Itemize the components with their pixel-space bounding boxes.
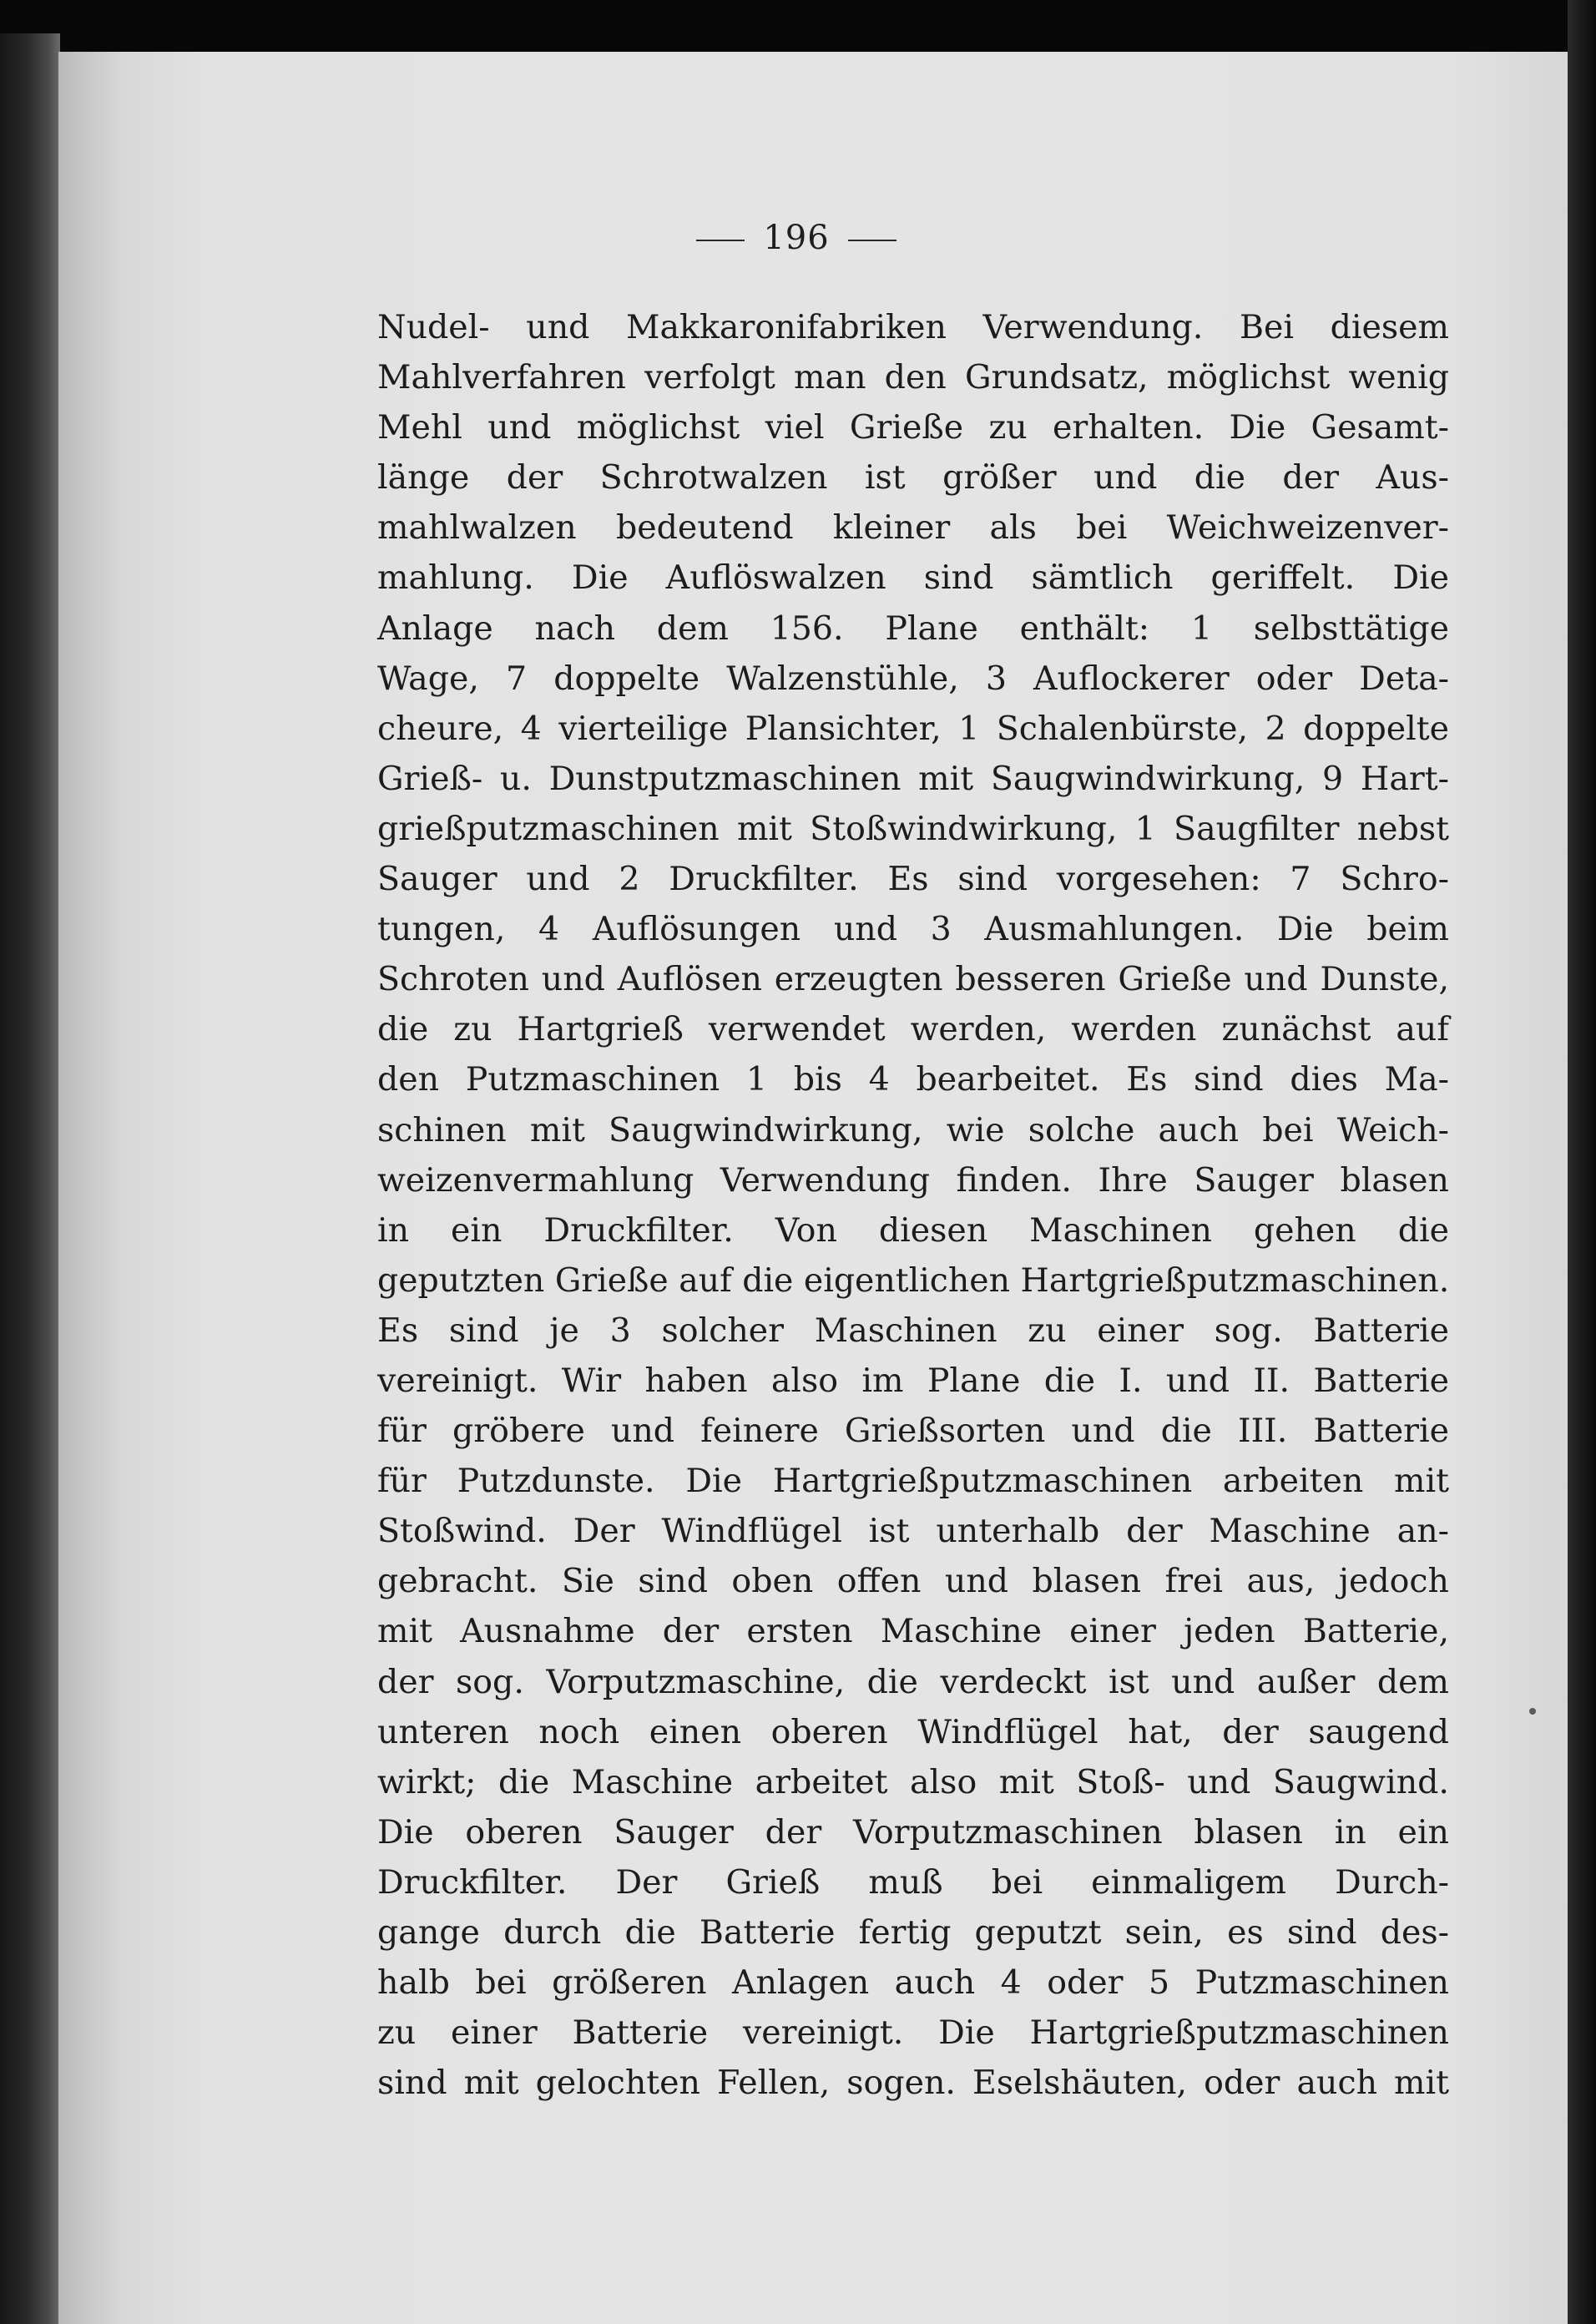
right-shadow-edge xyxy=(1568,0,1596,2324)
body-text xyxy=(377,302,1449,2108)
text-line: die zu Hartgrieß verwendet werden, werden zunächst auf xyxy=(377,1010,1449,1049)
text-line: für gröbere und feinere Grießsorten und die III. Batterie xyxy=(377,1412,1449,1451)
text-line: mit Ausnahme der ersten Maschine einer jeden Batterie, xyxy=(377,1612,1449,1651)
text-line: sind mit gelochten Fellen, sogen. Eselshäuten, oder auch mit xyxy=(377,2064,1449,2103)
text-line: mahlwalzen bedeutend kleiner als bei Weichweizenver- xyxy=(377,508,1449,548)
text-line: vereinigt. Wir haben also im Plane die I. und II. Batterie xyxy=(377,1361,1449,1400)
text-line: Mahlverfahren verfolgt man den Grundsatz, möglichst wenig xyxy=(377,358,1449,397)
text-line: Nudel- und Makkaronifabriken Verwendung. Bei diesem xyxy=(377,308,1449,346)
text-line: Wage, 7 doppelte Walzenstühle, 3 Auflockerer oder Deta- xyxy=(377,659,1449,698)
top-shadow-band xyxy=(0,0,1596,52)
text-line: grießputzmaschinen mit Stoßwindwirkung, 1 Saugfilter nebst xyxy=(377,809,1449,848)
text-line: Mehl und möglichst viel Grieße zu erhalten. Die Gesamt- xyxy=(377,408,1449,447)
text-line: cheure, 4 vierteilige Plansichter, 1 Schalenbürste, 2 doppelte xyxy=(377,709,1449,748)
text-line: wirkt; die Maschine arbeitet also mit Stoß- und Saugwind. xyxy=(377,1762,1449,1801)
text-line: schinen mit Saugwindwirkung, wie solche auch bei Weich- xyxy=(377,1110,1449,1149)
text-line: mahlung. Die Auflöswalzen sind sämtlich geriffelt. Die xyxy=(377,558,1449,598)
paper-speck xyxy=(1529,1708,1536,1715)
text-line: gange durch die Batterie fertig geputzt sein, es sind des- xyxy=(377,1913,1449,1952)
text-line: Anlage nach dem 156. Plane enthält: 1 selbsttätige xyxy=(377,609,1449,648)
text-line: für Putzdunste. Die Hartgrießputzmaschinen arbeiten mit xyxy=(377,1462,1449,1501)
text-line: Grieß- u. Dunstputzmaschinen mit Saugwindwirkung, 9 Hart- xyxy=(377,759,1449,798)
text-line: halb bei größeren Anlagen auch 4 oder 5 Putzmaschinen xyxy=(377,1963,1449,2003)
text-line: weizenvermahlung Verwendung finden. Ihre Sauger blasen xyxy=(377,1160,1449,1200)
text-line: Schroten und Auflösen erzeugten besseren Grieße und Dunste, xyxy=(377,960,1449,999)
header-dash-right xyxy=(848,240,896,241)
page-number: 196 xyxy=(763,219,830,257)
text-line: den Putzmaschinen 1 bis 4 bearbeitet. Es sind dies Ma- xyxy=(377,1060,1449,1099)
book-spine xyxy=(0,33,60,2324)
text-line: Die oberen Sauger der Vorputzmaschinen blasen in ein xyxy=(377,1812,1449,1852)
text-line: gebracht. Sie sind oben offen und blasen frei aus, jedoch xyxy=(377,1562,1449,1601)
text-line: zu einer Batterie vereinigt. Die Hartgrießputzmaschinen xyxy=(377,2013,1449,2053)
text-line: tungen, 4 Auflösungen und 3 Ausmahlungen. Die beim xyxy=(377,910,1449,949)
text-line: Es sind je 3 solcher Maschinen zu einer sog. Batterie xyxy=(377,1311,1449,1350)
text-line: der sog. Vorputzmaschine, die verdeckt ist und außer dem xyxy=(377,1662,1449,1701)
text-line: länge der Schrotwalzen ist größer und die der Aus- xyxy=(377,458,1449,498)
text-line: geputzten Grieße auf die eigentlichen Hartgrießputzmaschinen. xyxy=(377,1261,1450,1300)
text-line: in ein Druckfilter. Von diesen Maschinen gehen die xyxy=(377,1210,1449,1250)
page-header xyxy=(671,219,922,257)
text-line: Sauger und 2 Druckfilter. Es sind vorgesehen: 7 Schro- xyxy=(377,860,1449,899)
text-line: Stoßwind. Der Windflügel ist unterhalb der Maschine an- xyxy=(377,1512,1449,1551)
header-dash-left xyxy=(696,240,745,241)
text-line: unteren noch einen oberen Windflügel hat, der saugend xyxy=(377,1712,1449,1751)
text-line: Druckfilter. Der Grieß muß bei einmaligem Durch- xyxy=(377,1862,1449,1902)
